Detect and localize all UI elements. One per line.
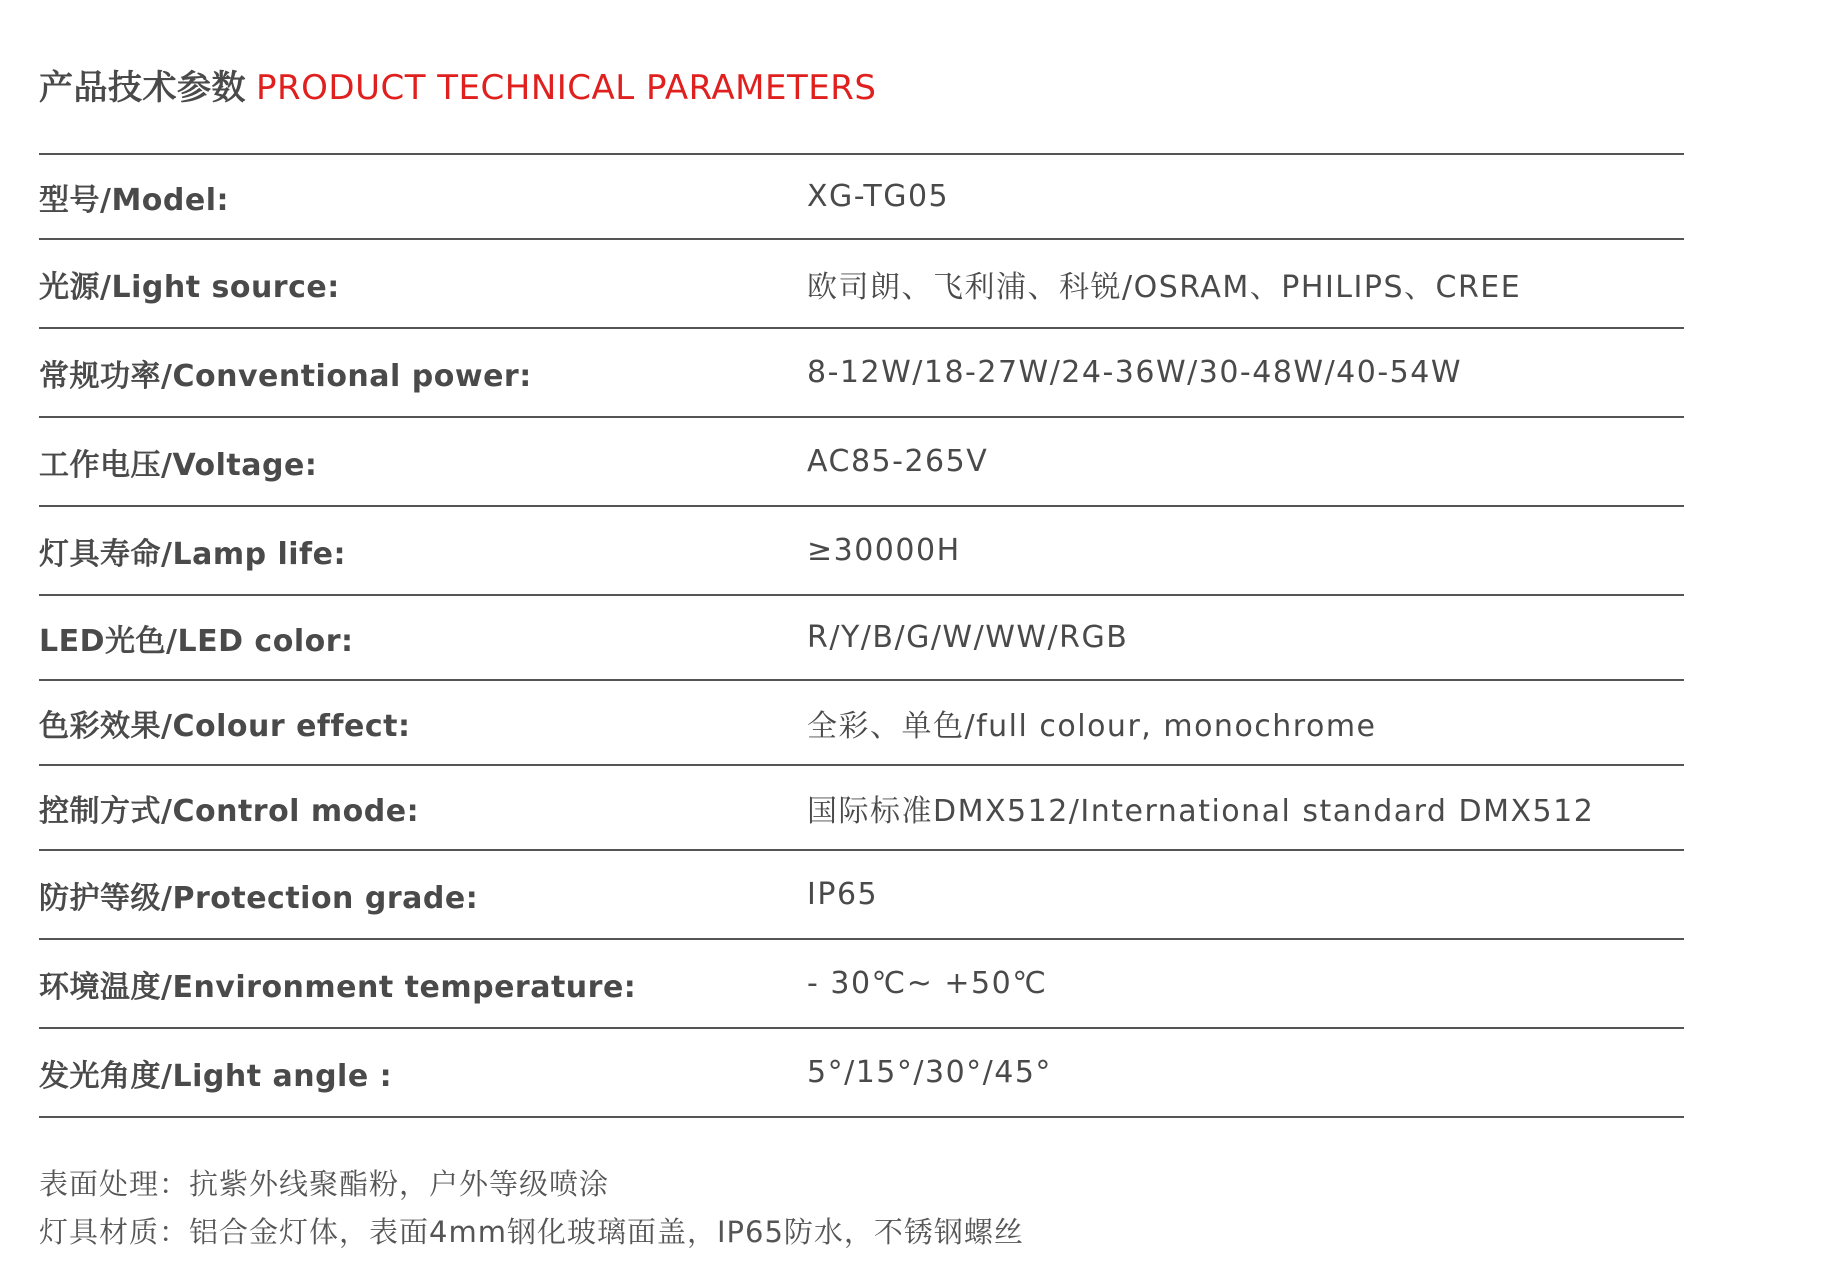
table-row-light-angle (39, 1029, 1684, 1118)
param-label: 型号/Model: (39, 182, 230, 218)
param-value: IP65 (807, 877, 879, 912)
param-label: LED光色/LED color: (39, 623, 354, 659)
param-label: 环境温度/Environment temperature: (39, 969, 637, 1005)
note-lamp-material: 灯具材质：铝合金灯体，表面4mm钢化玻璃面盖，IP65防水，不锈钢螺丝 (39, 1215, 1024, 1249)
param-label: 色彩效果/Colour effect: (39, 708, 411, 744)
param-value: 欧司朗、飞利浦、科锐/OSRAM、PHILIPS、CREE (807, 269, 1522, 305)
param-label: 发光角度/Light angle : (39, 1058, 393, 1094)
param-value: 8-12W/18-27W/24-36W/30-48W/40-54W (807, 355, 1463, 390)
table-row-power (39, 329, 1684, 418)
product-notes (39, 1160, 1024, 1256)
param-label: 控制方式/Control mode: (39, 793, 420, 829)
param-label: 光源/Light source: (39, 269, 340, 305)
param-value: R/Y/B/G/W/WW/RGB (807, 620, 1129, 655)
page-title (39, 66, 876, 110)
param-value: 5°/15°/30°/45° (807, 1055, 1052, 1090)
table-row-control-mode (39, 766, 1684, 851)
param-value: XG-TG05 (807, 179, 950, 214)
table-row-voltage (39, 418, 1684, 507)
param-label: 防护等级/Protection grade: (39, 880, 479, 916)
note-surface-treatment: 表面处理：抗紫外线聚酯粉，户外等级喷涂 (39, 1167, 610, 1201)
title-chinese: 产品技术参数 (39, 68, 246, 108)
parameters-table (39, 153, 1684, 1118)
table-row-light-source (39, 240, 1684, 329)
param-label: 灯具寿命/Lamp life: (39, 536, 346, 572)
param-label: 工作电压/Voltage: (39, 447, 318, 483)
table-row-protection-grade (39, 851, 1684, 940)
param-value: 国际标准DMX512/International standard DMX512 (807, 793, 1595, 829)
param-value: - 30℃~ +50℃ (807, 966, 1048, 1001)
title-english: PRODUCT TECHNICAL PARAMETERS (256, 68, 877, 108)
param-value: 全彩、单色/full colour, monochrome (807, 708, 1377, 744)
param-value: AC85-265V (807, 444, 989, 479)
table-row-environment-temperature (39, 940, 1684, 1029)
param-label: 常规功率/Conventional power: (39, 358, 532, 394)
table-row-led-color (39, 596, 1684, 681)
param-value: ≥30000H (807, 533, 961, 568)
table-row-colour-effect (39, 681, 1684, 766)
table-row-lamp-life (39, 507, 1684, 596)
table-row-model (39, 155, 1684, 240)
